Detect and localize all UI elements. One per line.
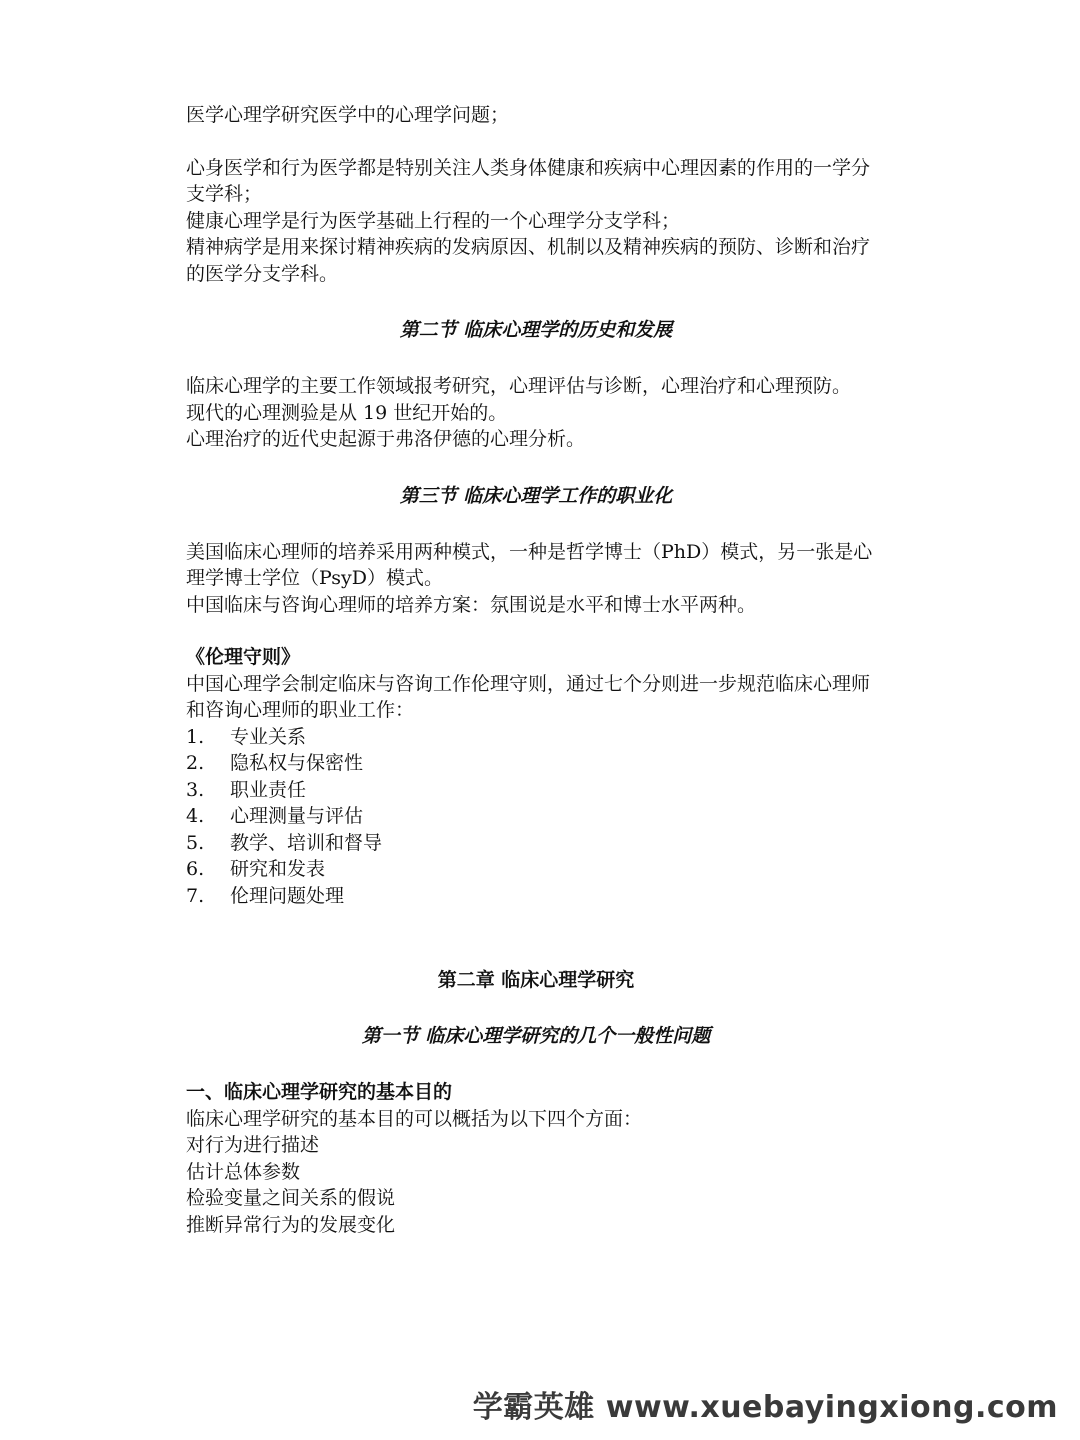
list-item [186, 803, 886, 830]
ethics-heading: 《伦理守则》 [186, 646, 301, 668]
section3-title: 第三节 临床心理学工作的职业化 [399, 484, 673, 507]
list-item: 推断异常行为的发展变化 [186, 1213, 396, 1236]
list-item-text: 心理测量与评估 [230, 805, 364, 827]
ethics-intro: 中国心理学会制定临床与咨询工作伦理守则，通过七个分则进一步规范临床心理师和咨询心理师的职业工作： [186, 672, 871, 721]
list-item-text: 研究和发表 [230, 858, 326, 880]
list-item-number: 6. [186, 858, 205, 880]
intro-paragraph-psychiatry: 精神病学是用来探讨精神疾病的发病原因、机制以及精神疾病的预防、诊断和治疗的医学分支学科。 [186, 236, 871, 285]
ethics-list [186, 724, 886, 910]
subsection-intro: 临床心理学研究的基本目的可以概括为以下四个方面： [186, 1107, 643, 1130]
list-item-text: 伦理问题处理 [230, 884, 345, 907]
list-item-text: 教学、培训和督导 [230, 831, 383, 854]
list-item [186, 856, 886, 883]
list-item: 估计总体参数 [186, 1160, 301, 1183]
document-page [186, 102, 886, 1238]
list-item [186, 724, 886, 751]
list-item-text: 隐私权与保密性 [230, 752, 364, 774]
list-item [186, 777, 886, 804]
list-item-number: 4. [186, 805, 205, 827]
intro-paragraph-psychosomatic: 心身医学和行为医学都是特别关注人类身体健康和疾病中心理因素的作用的一学分支学科； [186, 156, 871, 205]
intro-paragraph-health-psychology: 健康心理学是行为医学基础上行程的一个心理学分支学科； [186, 209, 681, 232]
section2-paragraph-therapy: 心理治疗的近代史起源于弗洛伊德的心理分析。 [186, 428, 586, 450]
subsection-heading: 一、临床心理学研究的基本目的 [186, 1081, 453, 1103]
list-item-number: 1. [186, 725, 205, 748]
list-item-number: 5. [186, 831, 205, 854]
list-item: 检验变量之间关系的假说 [186, 1187, 396, 1209]
section2-title: 第二节 临床心理学的历史和发展 [399, 319, 673, 341]
chapter2-title: 第二章 临床心理学研究 [437, 969, 635, 991]
section2-paragraph-testing: 现代的心理测验是从 19 世纪开始的。 [186, 401, 508, 424]
section3-paragraph-china-plan: 中国临床与咨询心理师的培养方案：氛围说是水平和博士水平两种。 [186, 593, 757, 616]
list-item [186, 750, 886, 777]
list-item [186, 830, 886, 857]
list-item-number: 7. [186, 884, 205, 907]
list-item-number: 3. [186, 778, 205, 801]
section3-paragraph-us-models: 美国临床心理师的培养采用两种模式，一种是哲学博士（PhD）模式，另一张是心理学博士学位（PsyD）模式。 [186, 540, 873, 589]
list-item-text: 专业关系 [230, 725, 307, 748]
section2-paragraph-domains: 临床心理学的主要工作领域报考研究，心理评估与诊断，心理治疗和心理预防。 [186, 375, 852, 397]
chapter2-section1-title: 第一节 临床心理学研究的几个一般性问题 [361, 1025, 711, 1047]
site-watermark: 学霸英雄 www.xuebayingxiong.com [472, 1390, 1058, 1425]
list-item-number: 2. [186, 752, 205, 774]
intro-line: 医学心理学研究医学中的心理学问题； [186, 104, 510, 126]
list-item-text: 职业责任 [230, 778, 307, 801]
list-item: 对行为进行描述 [186, 1134, 320, 1156]
list-item [186, 883, 886, 910]
